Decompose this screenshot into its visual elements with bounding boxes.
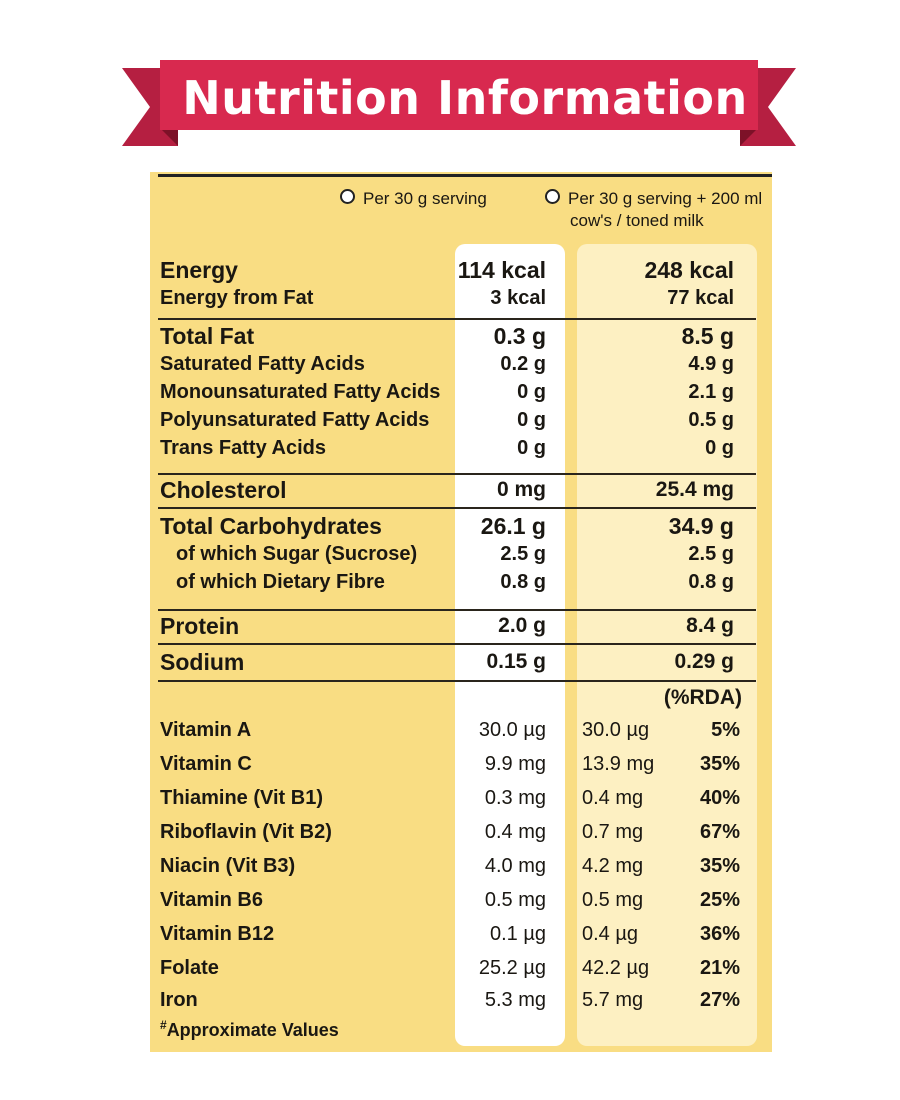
nutrition-table: Per 30 g serving Per 30 g serving + 200 ml cow's / toned milk Energy 114 kcal 248 kcal Energy from Fat 3 kcal 77 kcal Total Fat 0.3 g 8.5 g Saturated Fatty Acids 0.2 g 4.9 g Monounsaturated Fatty Acids 0 g 2.1 g Polyunsaturated Fatty Acids 0 g 0.5 g Trans Fatty Acids 0 g 0 g Cholesterol 0 mg 25.4 mg Total Carbohydrates 26.1 g 34.9 g of which Sugar (Sucrose) 2.5 g 2.5 g of which Dietary Fibre 0.8 g 0.8 g Protein 2.0 g 8.4 g Sodium 0.15 g 0.29 g (%RDA) Vitamin A 30.0 µg 30.0 µg 5% Vitamin C 9.9 mg 13.9 mg 35% Thiamine (Vit B1) 0.3 mg 0.4 mg 40% Riboflavin (Vit B2) 0.4 mg 0.7 mg 67% Niacin (Vit B3) 4.0 mg 4.2 mg 35% Vitamin B6 0.5 mg 0.5 mg 25% Vitamin B12 0.1 µg 0.4 µg 36% Folate 25.2 µg 42.2 µg 21% Iron 5.3 mg 5.7 mg 27% #Approximate Values <box>150 172 772 1052</box>
title-banner <box>0 0 900 160</box>
divider <box>158 507 756 509</box>
divider <box>158 643 756 645</box>
circle-icon <box>545 189 560 204</box>
circle-icon <box>340 189 355 204</box>
column-header-with-milk: Per 30 g serving + 200 ml cow's / toned milk <box>545 188 762 232</box>
divider <box>158 318 756 320</box>
divider <box>158 609 756 611</box>
column-header-per-serving: Per 30 g serving <box>340 188 487 210</box>
footnote: #Approximate Values <box>160 1018 339 1040</box>
page-title: Nutrition Information <box>182 71 748 125</box>
top-divider <box>158 174 772 177</box>
divider <box>158 473 756 475</box>
rda-header: (%RDA) <box>663 686 742 709</box>
divider <box>158 680 756 682</box>
